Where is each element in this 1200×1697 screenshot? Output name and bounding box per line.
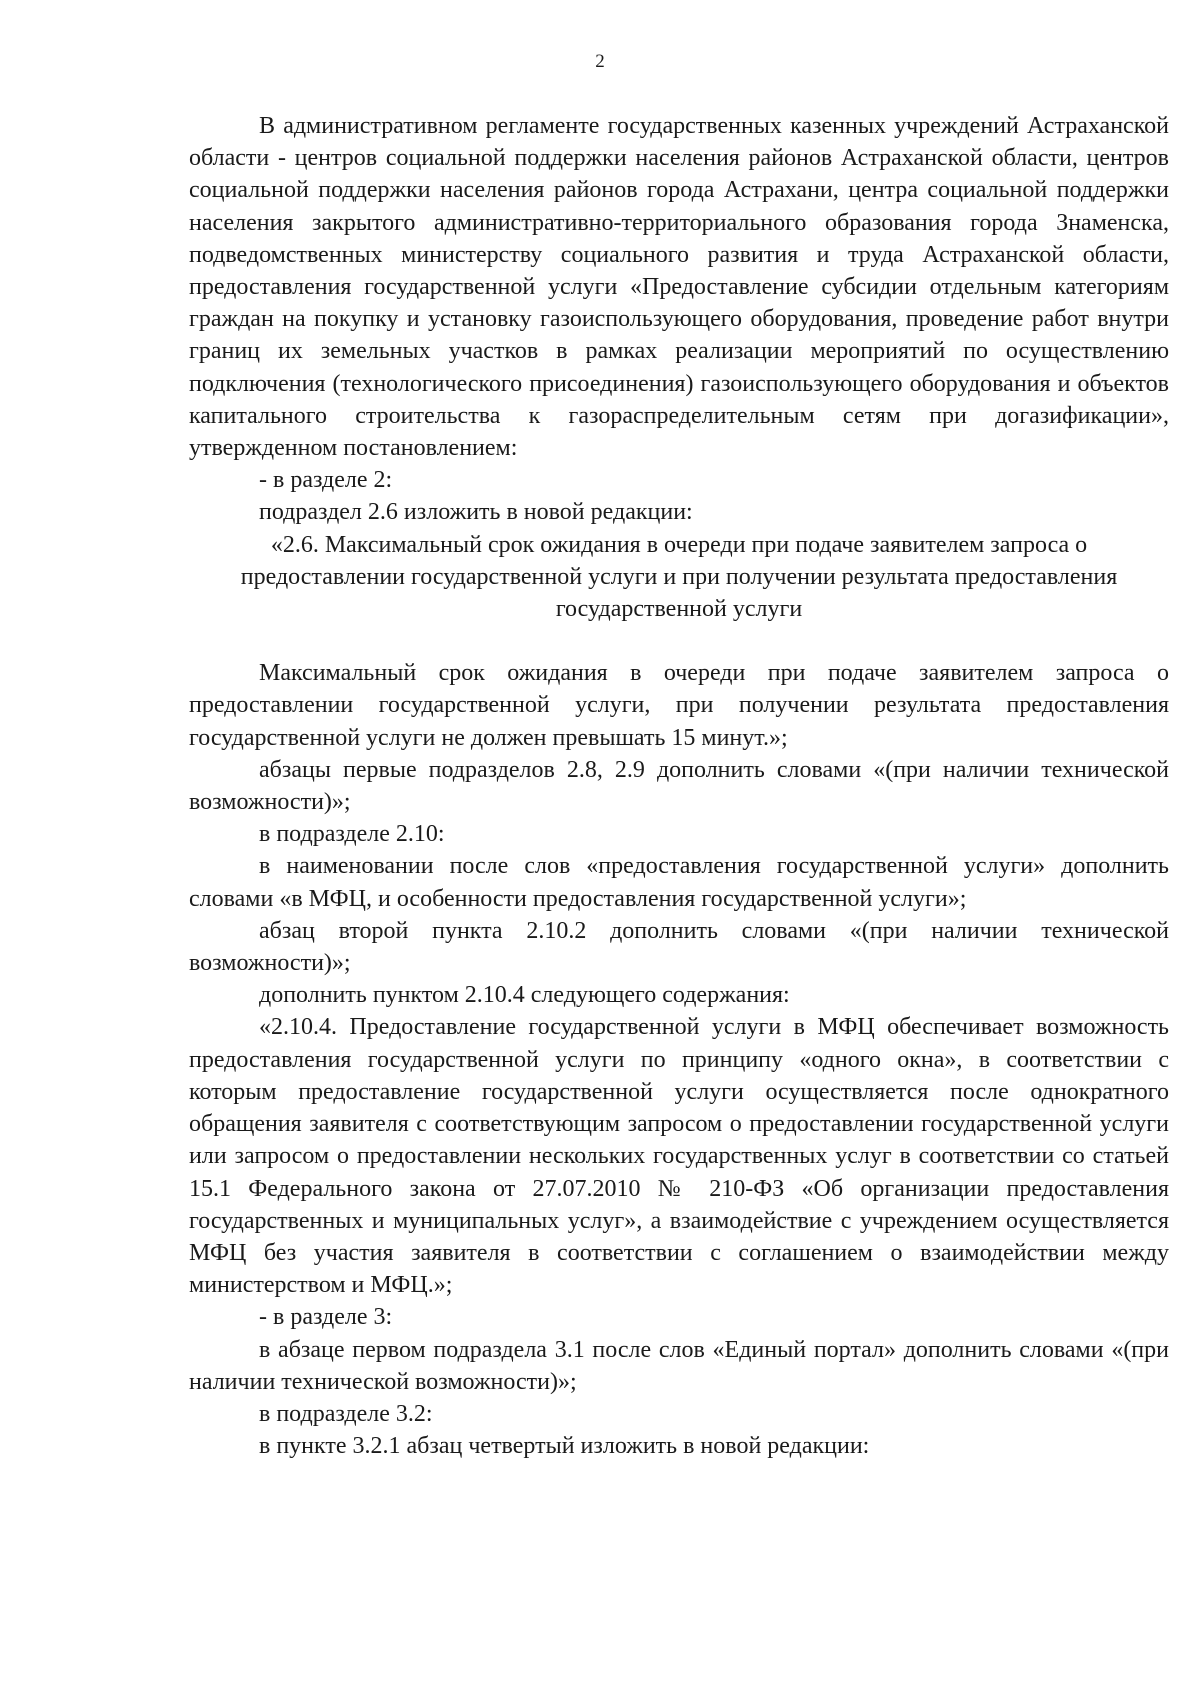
paragraph-2-8-2-9: абзацы первые подразделов 2.8, 2.9 дополнить словами «(при наличии технической возможности)»;: [189, 756, 1169, 816]
paragraph-2-10-4-text: «2.10.4. Предоставление государственной услуги в МФЦ обеспечивает возможность предоставления государственной услуги по принципу «одного окна», в соответствии с которым предоставление государственной услуги осуществляется после однократного обращения заявителя с соответствующим запросом о предоставлении государственной услуги или запросом о предоставлении нескольких государственных услуг в соответствии со статьей 15.1 Федерального закона от 27.07.2010 № 210-ФЗ «Об организации предоставления государственных и муниципальных услуг», а взаимодействие с учреждением осуществляется МФЦ без участия заявителя в соответствии с соглашением о взаимодействии между министерством и МФЦ.»;: [189, 1014, 1169, 1299]
paragraph-3-1: в абзаце первом подраздела 3.1 после слов «Единый портал» дополнить словами «(при наличии технической возможности)»;: [189, 1336, 1169, 1395]
paragraph-section-3: - в разделе 3:: [259, 1304, 393, 1331]
paragraph-add-2-10-4: дополнить пунктом 2.10.4 следующего содержания:: [259, 982, 790, 1009]
paragraph-subsection-2-10: в подразделе 2.10:: [259, 821, 445, 848]
paragraph-subsection-3-2: в подразделе 3.2:: [259, 1400, 433, 1427]
page-number: 2: [595, 51, 605, 72]
paragraph-max-wait: Максимальный срок ожидания в очереди при подаче заявителем запроса о предоставлении государственной услуги, при получении результата предоставления государственной услуги не должен превышать 15 минут.»;: [189, 660, 1169, 751]
paragraph-regulation-intro: В административном регламенте государственных казенных учреждений Астраханской области - центров социальной поддержки населения районов Астраханской области, центров социальной поддержки населения районов города Астрахани, центра социальной поддержки населения закрытого административно-территориального образования города Знаменска, подведомственных министерству социального развития и труда Астраханской области, предоставления государственной услуги «Предоставление субсидии отдельным категориям граждан на покупку и установку газоиспользующего оборудования, проведение работ внутри границ их земельных участков в рамках реализации мероприятий по осуществлению подключения (технологического присоединения) газоиспользующего оборудования и объектов капитального строительства к газораспределительным сетям при догазификации», утвержденном постановлением:: [189, 113, 1169, 462]
paragraph-title-amendment: в наименовании после слов «предоставления государственной услуги» дополнить словами «в МФЦ, и особенности предоставления государственной услуги»;: [189, 853, 1169, 912]
subsection-heading-2-6: «2.6. Максимальный срок ожидания в очереди при подаче заявителем запроса о предоставлении государственной услуги и при получении результата предоставления государственной услуги: [240, 531, 1118, 623]
paragraph-section-2: - в разделе 2:: [259, 467, 393, 494]
paragraph-2-10-2: абзац второй пункта 2.10.2 дополнить словами «(при наличии технической возможности)»;: [189, 917, 1169, 977]
spacer: [189, 625, 1169, 657]
paragraph-3-2-1: в пункте 3.2.1 абзац четвертый изложить в новой редакции:: [259, 1433, 870, 1460]
paragraph-subsection-2-6: подраздел 2.6 изложить в новой редакции:: [259, 499, 693, 526]
document-body: [189, 110, 1169, 1462]
